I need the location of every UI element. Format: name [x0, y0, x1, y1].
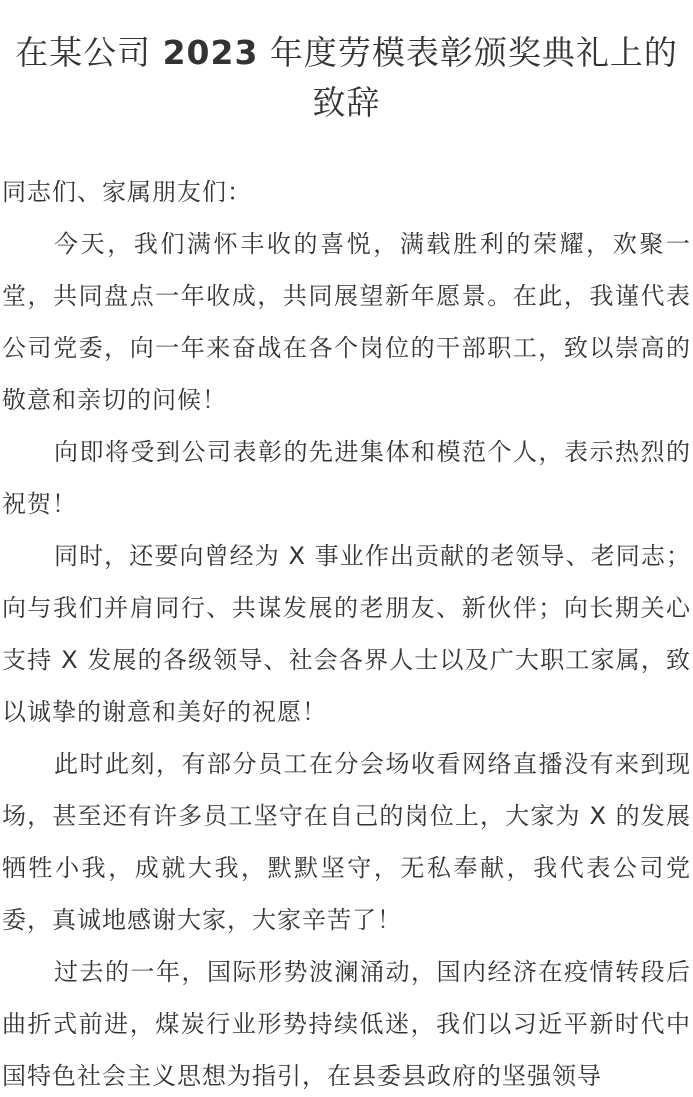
paragraph-1: 今天，我们满怀丰收的喜悦，满载胜利的荣耀，欢聚一堂，共同盘点一年收成，共同展望新年愿景。在此，我谨代表公司党委，向一年来奋战在各个岗位的干部职工，致以崇高的敬意和亲切的问候！: [2, 230, 691, 414]
title-prefix: 在某公司: [15, 33, 163, 72]
paragraph-2: 向即将受到公司表彰的先进集体和模范个人，表示热烈的祝贺！: [2, 438, 691, 518]
title-year: 2023: [162, 33, 259, 72]
title-suffix: 年度劳模表彰颁奖典礼上的致辞: [258, 33, 678, 122]
document-title: [0, 0, 693, 128]
document-body: [0, 166, 693, 1097]
salutation: 同志们、家属朋友们：: [2, 178, 252, 206]
paragraph-3: 同时，还要向曾经为 X 事业作出贡献的老领导、老同志；向与我们并肩同行、共谋发展的老朋友、新伙伴；向长期关心支持 X 发展的各级领导、社会各界人士以及广大职工家属，致以诚挚的谢意和美好的祝愿！: [2, 542, 691, 726]
paragraph-4: 此时此刻，有部分员工在分会场收看网络直播没有来到现场，甚至还有许多员工坚守在自己的岗位上，大家为 X 的发展牺牲小我，成就大我，默默坚守，无私奉献，我代表公司党委，真诚地感谢大家，大家辛苦了！: [2, 750, 691, 934]
paragraph-5: 过去的一年，国际形势波澜涌动，国内经济在疫情转段后曲折式前进，煤炭行业形势持续低迷，我们以习近平新时代中国特色社会主义思想为指引，在县委县政府的坚强领导: [2, 958, 691, 1090]
